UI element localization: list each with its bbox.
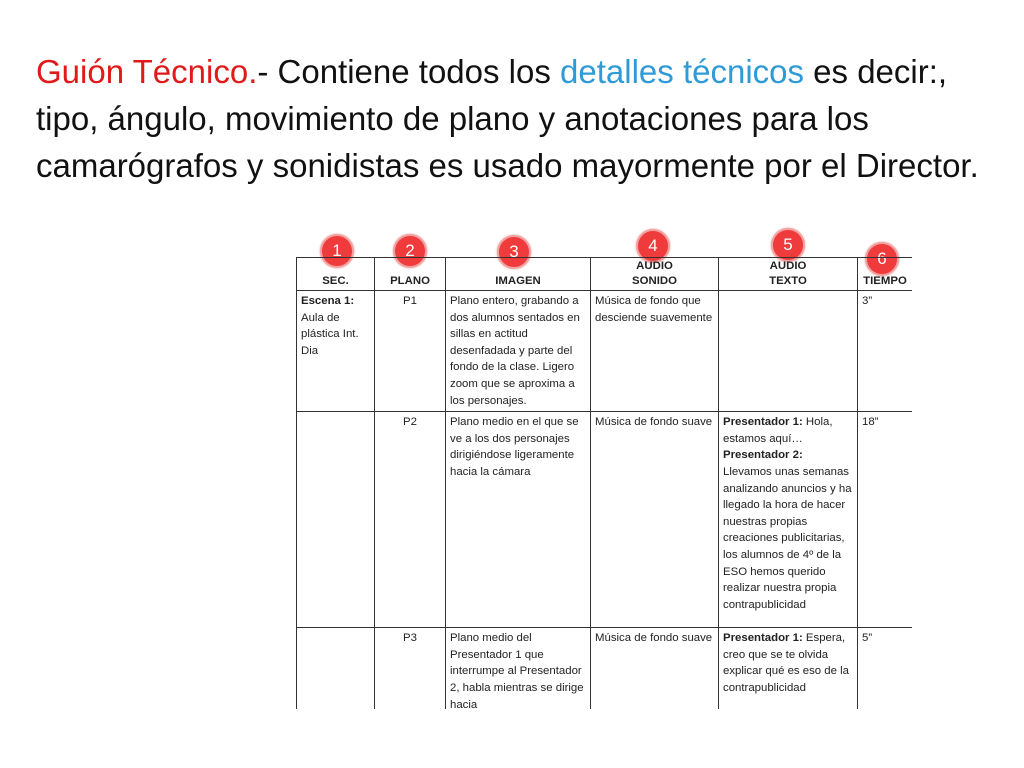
cell-texto <box>719 628 858 709</box>
badge-2: 2 <box>393 234 427 268</box>
cell-tiempo: 5” <box>858 628 913 709</box>
slide-heading <box>36 48 996 189</box>
heading-highlight: detalles técnicos <box>560 53 805 90</box>
table-header-row <box>297 258 913 291</box>
badge-3: 3 <box>497 235 531 269</box>
cell-tiempo: 3” <box>858 291 913 412</box>
heading-dot: . <box>248 53 258 90</box>
heading-intro: - Contiene todos los <box>257 53 561 90</box>
cell-plano: P2 <box>375 412 446 628</box>
table-row <box>297 412 913 628</box>
speaker-line: Espera, creo que se te olvida explicar qué es eso de la contrapublicidad <box>723 632 850 694</box>
cell-plano: P3 <box>375 628 446 709</box>
cell-tiempo: 18” <box>858 412 913 628</box>
cell-plano: P1 <box>375 291 446 412</box>
speaker-label: Presentador 1: <box>723 416 803 429</box>
col-plano: PLANO <box>375 258 446 291</box>
col-audio-sonido <box>591 258 719 291</box>
heading-rest: es decir:, tipo, ángulo, movimiento de plano y anotaciones para los camarógrafos y sonidistas es usado mayormente por el Director. <box>36 53 979 184</box>
technical-script-table <box>296 257 912 709</box>
sec-text: Aula de plástica Int. Dia <box>301 311 359 357</box>
cell-texto <box>719 412 858 628</box>
col-audio-texto-line2: TEXTO <box>769 275 807 287</box>
col-audio-texto <box>719 258 858 291</box>
col-imagen: IMAGEN <box>446 258 591 291</box>
cell-imagen: Plano medio en el que se ve a los dos personajes dirigiéndose ligeramente hacia la cámara <box>446 412 591 628</box>
badge-6: 6 <box>865 242 899 276</box>
speaker-line: Llevamos unas semanas analizando anuncios y ha llegado la hora de hacer nuestras propias creaciones publicitarias, los alumnos de 4º de la ESO hemos querido realizar nuestra propia contrapublicidad <box>723 465 852 611</box>
col-audio-texto-line1: AUDIO <box>769 260 807 272</box>
cell-sonido: Música de fondo suave <box>591 628 719 709</box>
speaker-label: Presentador 1: <box>723 632 803 645</box>
col-tiempo: TIEMPO <box>858 258 913 291</box>
sec-label: Escena 1: <box>301 295 355 307</box>
cell-sec <box>297 628 375 709</box>
cell-sonido: Música de fondo suave <box>591 412 719 628</box>
cell-sonido: Música de fondo que desciende suavemente <box>591 291 719 412</box>
col-audio-sonido-line2: SONIDO <box>632 275 677 287</box>
badge-4: 4 <box>636 229 670 263</box>
col-audio-sonido-line1: AUDIO <box>636 260 673 272</box>
cell-sec <box>297 412 375 628</box>
col-sec: SEC. <box>297 258 375 291</box>
speaker-label: Presentador 2: <box>723 449 803 462</box>
cell-imagen: Plano medio del Presentador 1 que interrumpe al Presentador 2, habla mientras se dirige hacia <box>446 628 591 709</box>
cell-texto <box>719 291 858 412</box>
speaker-line: Hola, estamos aquí… <box>723 416 833 445</box>
table-row <box>297 291 913 412</box>
cell-imagen: Plano entero, grabando a dos alumnos sentados en sillas en actitud desenfadada y parte del fondo de la clase. Ligero zoom que se aproxima a los personajes. <box>446 291 591 412</box>
heading-term: Guión Técnico <box>36 53 249 90</box>
badge-1: 1 <box>320 234 354 268</box>
cell-sec <box>297 291 375 412</box>
table-row <box>297 628 913 709</box>
badge-5: 5 <box>771 228 805 262</box>
